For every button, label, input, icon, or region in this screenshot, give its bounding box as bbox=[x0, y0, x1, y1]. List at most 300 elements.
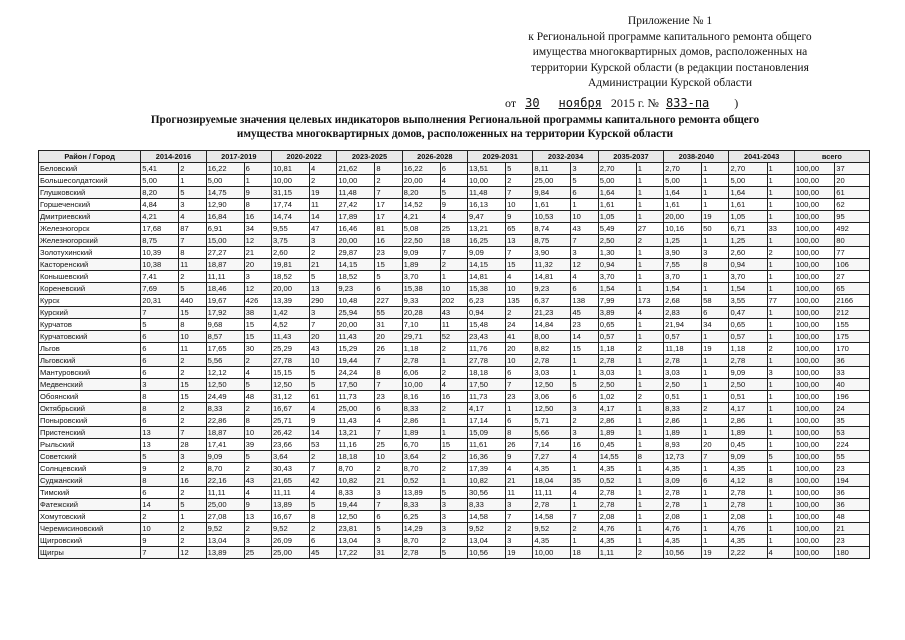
count-cell: 1 bbox=[767, 463, 794, 475]
count-cell: 1 bbox=[636, 187, 663, 199]
percent-cell: 20,28 bbox=[402, 307, 440, 319]
percent-cell: 9 bbox=[141, 535, 179, 547]
percent-cell: 100,00 bbox=[794, 403, 834, 415]
district-name: Фатежский bbox=[39, 499, 141, 511]
percent-cell: 1,18 bbox=[402, 343, 440, 355]
district-name: Курчатовский bbox=[39, 331, 141, 343]
table-row bbox=[39, 295, 870, 307]
count-cell: 23 bbox=[571, 319, 598, 331]
count-cell: 33 bbox=[835, 367, 870, 379]
percent-cell: 8,70 bbox=[402, 535, 440, 547]
percent-cell: 4,21 bbox=[141, 211, 179, 223]
percent-cell: 21,94 bbox=[664, 319, 702, 331]
count-cell: 5 bbox=[244, 451, 271, 463]
count-cell: 16 bbox=[440, 391, 467, 403]
count-cell: 4 bbox=[506, 463, 533, 475]
percent-cell: 100,00 bbox=[794, 511, 834, 523]
percent-cell: 6 bbox=[141, 415, 179, 427]
percent-cell: 8,33 bbox=[402, 403, 440, 415]
percent-cell: 21,65 bbox=[271, 475, 309, 487]
count-cell: 1 bbox=[636, 403, 663, 415]
count-cell: 13 bbox=[309, 283, 336, 295]
count-cell: 1 bbox=[636, 271, 663, 283]
percent-cell: 14,15 bbox=[337, 259, 375, 271]
count-cell: 10 bbox=[506, 283, 533, 295]
count-cell: 48 bbox=[835, 511, 870, 523]
percent-cell: 9,84 bbox=[533, 187, 571, 199]
count-cell: 4 bbox=[767, 547, 794, 559]
table-row bbox=[39, 367, 870, 379]
percent-cell: 100,00 bbox=[794, 271, 834, 283]
percent-cell: 100,00 bbox=[794, 343, 834, 355]
count-cell: 1 bbox=[767, 175, 794, 187]
percent-cell: 16,22 bbox=[206, 163, 244, 175]
count-cell: 20 bbox=[835, 175, 870, 187]
count-cell: 21 bbox=[835, 523, 870, 535]
count-cell: 9 bbox=[244, 499, 271, 511]
percent-cell: 1,25 bbox=[729, 235, 767, 247]
count-cell: 20 bbox=[309, 331, 336, 343]
count-cell: 106 bbox=[835, 259, 870, 271]
percent-cell: 9,55 bbox=[271, 223, 309, 235]
count-cell: 7 bbox=[440, 247, 467, 259]
percent-cell: 14,58 bbox=[468, 511, 506, 523]
header-line: территории Курской области (в редакции постановления bbox=[531, 61, 809, 74]
percent-cell: 8,33 bbox=[206, 403, 244, 415]
district-name: Поныровский bbox=[39, 415, 141, 427]
percent-cell: 4,35 bbox=[664, 463, 702, 475]
header-line: имущества многоквартирных домов, расположенных на bbox=[532, 46, 808, 59]
count-cell: 6 bbox=[702, 475, 729, 487]
table-row bbox=[39, 199, 870, 211]
count-cell: 6 bbox=[506, 415, 533, 427]
percent-cell: 4,17 bbox=[468, 403, 506, 415]
count-cell: 3 bbox=[309, 307, 336, 319]
percent-cell: 6,91 bbox=[206, 223, 244, 235]
count-cell: 173 bbox=[636, 295, 663, 307]
percent-cell: 13,04 bbox=[337, 535, 375, 547]
count-cell: 1 bbox=[767, 487, 794, 499]
percent-cell: 13,89 bbox=[271, 499, 309, 511]
district-name: Курск bbox=[39, 295, 141, 307]
count-cell: 28 bbox=[179, 439, 206, 451]
count-cell: 4 bbox=[309, 163, 336, 175]
district-name: Рыльский bbox=[39, 439, 141, 451]
count-cell: 3 bbox=[375, 535, 402, 547]
percent-cell: 15,48 bbox=[468, 319, 506, 331]
percent-cell: 14,75 bbox=[206, 187, 244, 199]
count-cell: 21 bbox=[309, 259, 336, 271]
count-cell: 2 bbox=[767, 343, 794, 355]
count-cell: 12 bbox=[179, 547, 206, 559]
count-cell: 1 bbox=[571, 463, 598, 475]
percent-cell: 13,89 bbox=[402, 487, 440, 499]
count-cell: 53 bbox=[835, 427, 870, 439]
count-cell: 15 bbox=[571, 343, 598, 355]
count-cell: 15 bbox=[506, 259, 533, 271]
count-cell: 170 bbox=[835, 343, 870, 355]
count-cell: 3 bbox=[309, 235, 336, 247]
count-cell: 3 bbox=[179, 451, 206, 463]
percent-cell: 10,82 bbox=[337, 475, 375, 487]
percent-cell: 19,44 bbox=[337, 499, 375, 511]
count-cell: 10 bbox=[179, 331, 206, 343]
count-cell: 33 bbox=[767, 223, 794, 235]
count-cell: 1 bbox=[767, 439, 794, 451]
percent-cell: 4,17 bbox=[729, 403, 767, 415]
date-month: ноября bbox=[558, 96, 602, 110]
count-cell: 48 bbox=[244, 391, 271, 403]
percent-cell: 15,00 bbox=[206, 235, 244, 247]
table-row bbox=[39, 247, 870, 259]
district-name: Большесолдатский bbox=[39, 175, 141, 187]
percent-cell: 12,50 bbox=[533, 379, 571, 391]
count-cell: 24 bbox=[506, 319, 533, 331]
percent-cell: 11,43 bbox=[337, 331, 375, 343]
percent-cell: 14,58 bbox=[533, 511, 571, 523]
district-name: Солнцевский bbox=[39, 463, 141, 475]
count-cell: 5 bbox=[179, 283, 206, 295]
count-cell: 492 bbox=[835, 223, 870, 235]
count-cell: 15 bbox=[375, 259, 402, 271]
percent-cell: 10,00 bbox=[337, 175, 375, 187]
percent-cell: 100,00 bbox=[794, 247, 834, 259]
count-cell: 1 bbox=[767, 403, 794, 415]
count-cell: 7 bbox=[179, 427, 206, 439]
percent-cell: 1,54 bbox=[729, 283, 767, 295]
count-cell: 7 bbox=[506, 247, 533, 259]
percent-cell: 6,71 bbox=[729, 223, 767, 235]
percent-cell: 17,92 bbox=[206, 307, 244, 319]
percent-cell: 25,00 bbox=[206, 499, 244, 511]
count-cell: 2 bbox=[636, 235, 663, 247]
count-cell: 1 bbox=[702, 175, 729, 187]
count-cell: 14 bbox=[571, 331, 598, 343]
percent-cell: 0,52 bbox=[598, 475, 636, 487]
count-cell: 8 bbox=[702, 259, 729, 271]
percent-cell: 2,22 bbox=[729, 547, 767, 559]
count-cell: 1 bbox=[440, 271, 467, 283]
percent-cell: 10 bbox=[141, 523, 179, 535]
percent-cell: 9,23 bbox=[533, 283, 571, 295]
percent-cell: 31,15 bbox=[271, 187, 309, 199]
count-cell: 20 bbox=[244, 259, 271, 271]
percent-cell: 5,00 bbox=[664, 175, 702, 187]
count-cell: 7 bbox=[375, 355, 402, 367]
percent-cell: 25,00 bbox=[533, 175, 571, 187]
percent-cell: 4,76 bbox=[664, 523, 702, 535]
percent-cell: 10,53 bbox=[533, 211, 571, 223]
count-cell: 1 bbox=[636, 427, 663, 439]
percent-cell: 5,56 bbox=[206, 355, 244, 367]
percent-cell: 20,00 bbox=[337, 235, 375, 247]
percent-cell: 100,00 bbox=[794, 331, 834, 343]
percent-cell: 9,68 bbox=[206, 319, 244, 331]
count-cell: 4 bbox=[506, 271, 533, 283]
percent-cell: 2,86 bbox=[664, 415, 702, 427]
count-cell: 8 bbox=[179, 247, 206, 259]
percent-cell: 27,78 bbox=[271, 355, 309, 367]
count-cell: 31 bbox=[375, 319, 402, 331]
count-cell: 1 bbox=[702, 427, 729, 439]
percent-cell: 1,54 bbox=[664, 283, 702, 295]
percent-cell: 25,00 bbox=[337, 403, 375, 415]
count-cell: 1 bbox=[702, 235, 729, 247]
count-cell: 8 bbox=[244, 199, 271, 211]
percent-cell: 5,00 bbox=[206, 175, 244, 187]
percent-cell: 11,11 bbox=[206, 271, 244, 283]
document-title bbox=[40, 114, 870, 141]
percent-cell: 9,09 bbox=[402, 247, 440, 259]
count-cell: 1 bbox=[636, 175, 663, 187]
percent-cell: 2,86 bbox=[598, 415, 636, 427]
percent-cell: 4,84 bbox=[141, 199, 179, 211]
count-cell: 2 bbox=[179, 367, 206, 379]
percent-cell: 100,00 bbox=[794, 415, 834, 427]
count-cell: 6 bbox=[571, 391, 598, 403]
count-cell: 1 bbox=[767, 211, 794, 223]
percent-cell: 2,78 bbox=[402, 547, 440, 559]
count-cell: 1 bbox=[767, 331, 794, 343]
percent-cell: 20,00 bbox=[337, 319, 375, 331]
count-cell: 1 bbox=[767, 535, 794, 547]
percent-cell: 1,18 bbox=[598, 343, 636, 355]
count-cell: 1 bbox=[767, 259, 794, 271]
count-cell: 2 bbox=[571, 523, 598, 535]
percent-cell: 2,78 bbox=[729, 487, 767, 499]
percent-cell: 9,09 bbox=[729, 367, 767, 379]
count-cell: 52 bbox=[440, 331, 467, 343]
count-cell: 45 bbox=[309, 547, 336, 559]
percent-cell: 100,00 bbox=[794, 175, 834, 187]
date-prefix: от bbox=[505, 96, 517, 110]
district-name: Железногорский bbox=[39, 235, 141, 247]
count-cell: 1 bbox=[636, 487, 663, 499]
count-cell: 43 bbox=[309, 343, 336, 355]
district-name: Черемисиновский bbox=[39, 523, 141, 535]
percent-cell: 100,00 bbox=[794, 283, 834, 295]
count-cell: 5 bbox=[571, 379, 598, 391]
percent-cell: 10,00 bbox=[402, 379, 440, 391]
column-header-district: Район / Город bbox=[39, 151, 141, 163]
percent-cell: 1,61 bbox=[598, 199, 636, 211]
percent-cell: 8,93 bbox=[664, 439, 702, 451]
count-cell: 1 bbox=[179, 511, 206, 523]
percent-cell: 1,89 bbox=[402, 259, 440, 271]
count-cell: 7 bbox=[375, 427, 402, 439]
table-row bbox=[39, 319, 870, 331]
count-cell: 1 bbox=[636, 379, 663, 391]
count-cell: 2 bbox=[440, 463, 467, 475]
percent-cell: 1,61 bbox=[664, 199, 702, 211]
count-cell: 1 bbox=[702, 355, 729, 367]
table-row bbox=[39, 235, 870, 247]
count-cell: 2 bbox=[179, 403, 206, 415]
count-cell: 1 bbox=[702, 523, 729, 535]
count-cell: 50 bbox=[702, 223, 729, 235]
count-cell: 2 bbox=[440, 367, 467, 379]
count-cell: 23 bbox=[835, 535, 870, 547]
count-cell: 1 bbox=[571, 355, 598, 367]
percent-cell: 0,51 bbox=[664, 391, 702, 403]
count-cell: 34 bbox=[702, 319, 729, 331]
percent-cell: 11,32 bbox=[533, 259, 571, 271]
percent-cell: 8,33 bbox=[468, 499, 506, 511]
percent-cell: 2,50 bbox=[598, 379, 636, 391]
percent-cell: 10,39 bbox=[141, 247, 179, 259]
count-cell: 2 bbox=[440, 451, 467, 463]
percent-cell: 1,05 bbox=[729, 211, 767, 223]
percent-cell: 19,67 bbox=[206, 295, 244, 307]
percent-cell: 13,04 bbox=[206, 535, 244, 547]
count-cell: 5 bbox=[440, 187, 467, 199]
count-cell: 81 bbox=[375, 223, 402, 235]
count-cell: 1 bbox=[702, 331, 729, 343]
percent-cell: 4,35 bbox=[729, 463, 767, 475]
header-line: Администрации Курской области bbox=[588, 77, 752, 90]
percent-cell: 6,25 bbox=[402, 511, 440, 523]
percent-cell: 16,67 bbox=[271, 511, 309, 523]
count-cell: 1 bbox=[702, 199, 729, 211]
percent-cell: 8,33 bbox=[664, 403, 702, 415]
percent-cell: 11,73 bbox=[337, 391, 375, 403]
count-cell: 26 bbox=[375, 343, 402, 355]
percent-cell: 8,75 bbox=[141, 235, 179, 247]
percent-cell: 8,33 bbox=[402, 499, 440, 511]
count-cell: 2 bbox=[179, 355, 206, 367]
percent-cell: 22,50 bbox=[402, 235, 440, 247]
percent-cell: 2 bbox=[141, 511, 179, 523]
table-row bbox=[39, 187, 870, 199]
percent-cell: 23,66 bbox=[271, 439, 309, 451]
percent-cell: 2,78 bbox=[402, 355, 440, 367]
percent-cell: 19,81 bbox=[271, 259, 309, 271]
count-cell: 9 bbox=[440, 199, 467, 211]
percent-cell: 100,00 bbox=[794, 391, 834, 403]
count-cell: 9 bbox=[506, 451, 533, 463]
percent-cell: 100,00 bbox=[794, 163, 834, 175]
count-cell: 2 bbox=[179, 535, 206, 547]
percent-cell: 27,08 bbox=[206, 511, 244, 523]
count-cell: 45 bbox=[571, 307, 598, 319]
percent-cell: 15,15 bbox=[271, 367, 309, 379]
percent-cell: 1,64 bbox=[598, 187, 636, 199]
percent-cell: 9,33 bbox=[402, 295, 440, 307]
percent-cell: 3,70 bbox=[402, 271, 440, 283]
percent-cell: 11,18 bbox=[664, 343, 702, 355]
count-cell: 36 bbox=[835, 355, 870, 367]
count-cell: 20 bbox=[702, 439, 729, 451]
count-cell: 11 bbox=[309, 199, 336, 211]
percent-cell: 7 bbox=[141, 307, 179, 319]
count-cell: 11 bbox=[440, 319, 467, 331]
percent-cell: 10,00 bbox=[271, 175, 309, 187]
percent-cell: 16,13 bbox=[468, 199, 506, 211]
count-cell: 36 bbox=[835, 499, 870, 511]
percent-cell: 14,84 bbox=[533, 319, 571, 331]
percent-cell: 17,22 bbox=[337, 547, 375, 559]
count-cell: 1 bbox=[571, 499, 598, 511]
percent-cell: 1,89 bbox=[598, 427, 636, 439]
count-cell: 4 bbox=[571, 271, 598, 283]
percent-cell: 8,20 bbox=[402, 187, 440, 199]
count-cell: 1 bbox=[767, 271, 794, 283]
count-cell: 1 bbox=[571, 199, 598, 211]
count-cell: 20 bbox=[375, 331, 402, 343]
count-cell: 3 bbox=[179, 199, 206, 211]
count-cell: 14 bbox=[309, 211, 336, 223]
percent-cell: 2,78 bbox=[664, 487, 702, 499]
percent-cell: 7,10 bbox=[402, 319, 440, 331]
table-header-row bbox=[39, 151, 870, 163]
percent-cell: 2,78 bbox=[598, 487, 636, 499]
count-cell: 1 bbox=[767, 379, 794, 391]
percent-cell: 16,22 bbox=[402, 163, 440, 175]
count-cell: 1 bbox=[440, 415, 467, 427]
percent-cell: 2,60 bbox=[271, 247, 309, 259]
district-name: Дмитриевский bbox=[39, 211, 141, 223]
count-cell: 35 bbox=[835, 415, 870, 427]
percent-cell: 3,64 bbox=[402, 451, 440, 463]
district-name: Конышевский bbox=[39, 271, 141, 283]
count-cell: 3 bbox=[571, 403, 598, 415]
percent-cell: 2,50 bbox=[598, 235, 636, 247]
percent-cell: 16,25 bbox=[468, 235, 506, 247]
count-cell: 1 bbox=[702, 499, 729, 511]
count-cell: 1 bbox=[636, 331, 663, 343]
percent-cell: 0,94 bbox=[729, 259, 767, 271]
percent-cell: 2,70 bbox=[664, 163, 702, 175]
table-row bbox=[39, 307, 870, 319]
percent-cell: 100,00 bbox=[794, 535, 834, 547]
count-cell: 21 bbox=[506, 475, 533, 487]
percent-cell: 5,00 bbox=[729, 175, 767, 187]
percent-cell: 11,11 bbox=[206, 487, 244, 499]
percent-cell: 9,52 bbox=[468, 523, 506, 535]
count-cell: 34 bbox=[244, 223, 271, 235]
count-cell: 1 bbox=[767, 283, 794, 295]
column-header-period: 2041-2043 bbox=[729, 151, 794, 163]
percent-cell: 12,90 bbox=[206, 199, 244, 211]
table-row bbox=[39, 439, 870, 451]
count-cell: 180 bbox=[835, 547, 870, 559]
percent-cell: 12,50 bbox=[337, 511, 375, 523]
percent-cell: 100,00 bbox=[794, 187, 834, 199]
count-cell: 31 bbox=[375, 547, 402, 559]
count-cell: 21 bbox=[375, 475, 402, 487]
percent-cell: 0,51 bbox=[729, 391, 767, 403]
count-cell: 61 bbox=[835, 187, 870, 199]
count-cell: 3 bbox=[440, 523, 467, 535]
percent-cell: 0,57 bbox=[598, 331, 636, 343]
percent-cell: 100,00 bbox=[794, 319, 834, 331]
count-cell: 1 bbox=[636, 163, 663, 175]
count-cell: 6 bbox=[440, 163, 467, 175]
percent-cell: 3,03 bbox=[664, 367, 702, 379]
count-cell: 8 bbox=[309, 511, 336, 523]
count-cell: 10 bbox=[375, 451, 402, 463]
count-cell: 2 bbox=[506, 175, 533, 187]
percent-cell: 4,21 bbox=[402, 211, 440, 223]
count-cell: 15 bbox=[440, 439, 467, 451]
percent-cell: 2,78 bbox=[598, 499, 636, 511]
count-cell: 12 bbox=[571, 259, 598, 271]
count-cell: 1 bbox=[767, 355, 794, 367]
percent-cell: 1,89 bbox=[664, 427, 702, 439]
count-cell: 3 bbox=[506, 499, 533, 511]
count-cell: 2 bbox=[244, 403, 271, 415]
count-cell: 8 bbox=[506, 427, 533, 439]
